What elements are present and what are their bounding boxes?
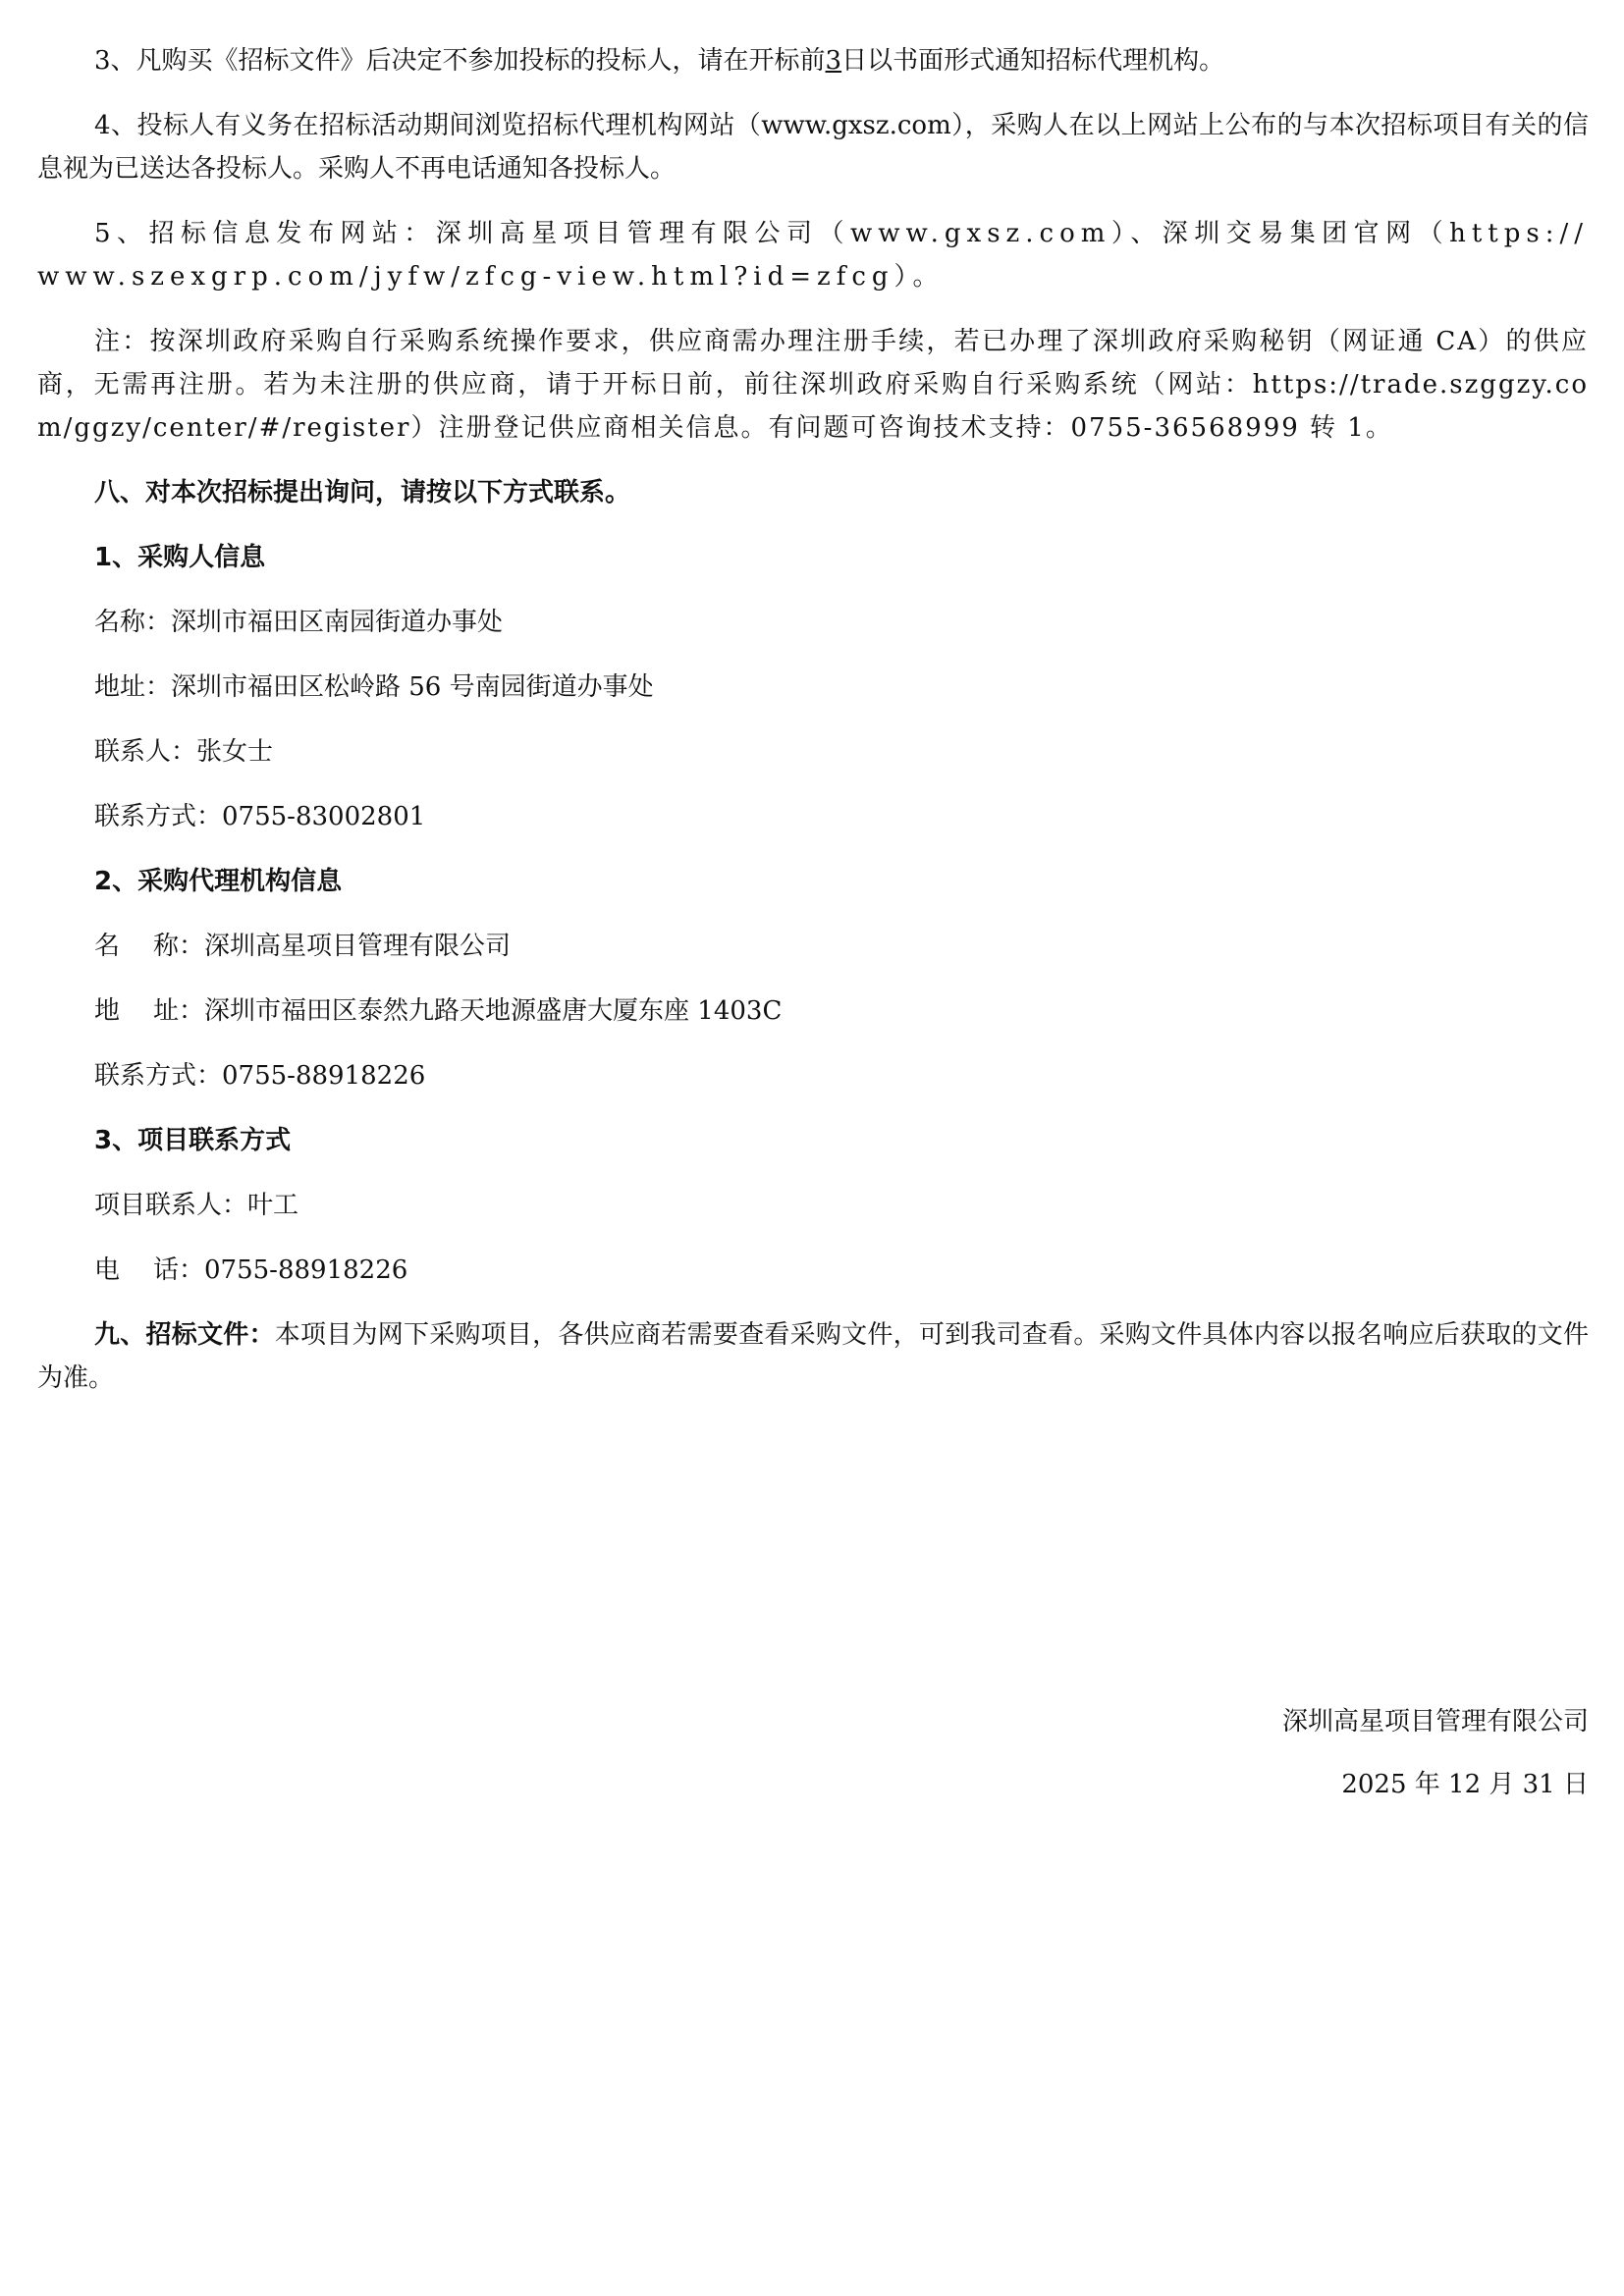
item-3-text-end: 日以书面形式通知招标代理机构。 — [841, 46, 1225, 76]
project-phone-label-1: 电 — [94, 1255, 121, 1285]
agency-name — [37, 925, 1589, 968]
item-3-text: 3、凡购买《招标文件》后决定不参加投标的投标人，请在开标前 — [94, 46, 826, 76]
signature-block — [1282, 1700, 1589, 1826]
project-phone-label-2: 话： — [153, 1255, 205, 1285]
item-5: 5、招标信息发布网站：深圳高星项目管理有限公司（www.gxsz.com）、深圳交易集团官网（https://www.szexgrp.com/jyfw/zfcg-view.html?id=zfcg）。 — [37, 219, 1589, 292]
registration-note: 注：按深圳政府采购自行采购系统操作要求，供应商需办理注册手续，若已办理了深圳政府采购秘钥（网证通 CA）的供应商，无需再注册。若为未注册的供应商，请于开标日前，前往深圳政府采购自行采购系统（网站：https://trade.szggzy.com/ggzy/center/#/register）注册登记供应商相关信息。有问题可咨询技术支持：0755-36568999 转 1。 — [37, 327, 1589, 443]
project-contact: 项目联系人：叶工 — [94, 1191, 299, 1220]
agency-address-label-1: 地 — [94, 996, 121, 1026]
project-phone-value: 0755-88918226 — [204, 1255, 408, 1285]
section-8-title: 八、对本次招标提出询问，请按以下方式联系。 — [94, 478, 631, 507]
item-3 — [37, 39, 1589, 82]
document-page — [37, 39, 1589, 1421]
item-3-days: 3 — [825, 46, 842, 76]
agency-address-label-2: 址： — [153, 996, 205, 1026]
signature-company: 深圳高星项目管理有限公司 — [1281, 1707, 1589, 1736]
agency-phone: 联系方式：0755-88918226 — [94, 1061, 426, 1091]
agency-name-label-2: 称： — [153, 932, 205, 961]
section-9-text: 本项目为网下采购项目，各供应商若需要查看采购文件，可到我司查看。采购文件具体内容以报名响应后获取的文件为准。 — [37, 1320, 1589, 1393]
project-contact-heading: 3、项目联系方式 — [94, 1126, 292, 1155]
section-9 — [37, 1313, 1589, 1400]
buyer-address: 地址：深圳市福田区松岭路 56 号南园街道办事处 — [94, 672, 654, 702]
buyer-info-heading: 1、采购人信息 — [94, 543, 266, 572]
buyer-contact: 联系人：张女士 — [94, 737, 274, 767]
section-9-title: 九、招标文件： — [94, 1320, 275, 1350]
signature-date: 2025 年 12 月 31 日 — [1341, 1770, 1589, 1799]
item-4: 4、投标人有义务在招标活动期间浏览招标代理机构网站（www.gxsz.com），采购人在以上网站上公布的与本次招标项目有关的信息视为已送达各投标人。采购人不再电话通知各投标人。 — [37, 111, 1589, 184]
project-phone — [37, 1249, 1589, 1292]
agency-name-label-1: 名 — [94, 932, 121, 961]
agency-info-heading: 2、采购代理机构信息 — [94, 867, 343, 896]
agency-address-value: 深圳市福田区泰然九路天地源盛唐大厦东座 1403C — [204, 996, 783, 1026]
buyer-name: 名称：深圳市福田区南园街道办事处 — [94, 608, 504, 637]
agency-address — [37, 989, 1589, 1033]
buyer-phone: 联系方式：0755-83002801 — [94, 802, 426, 831]
agency-name-value: 深圳高星项目管理有限公司 — [204, 932, 512, 961]
